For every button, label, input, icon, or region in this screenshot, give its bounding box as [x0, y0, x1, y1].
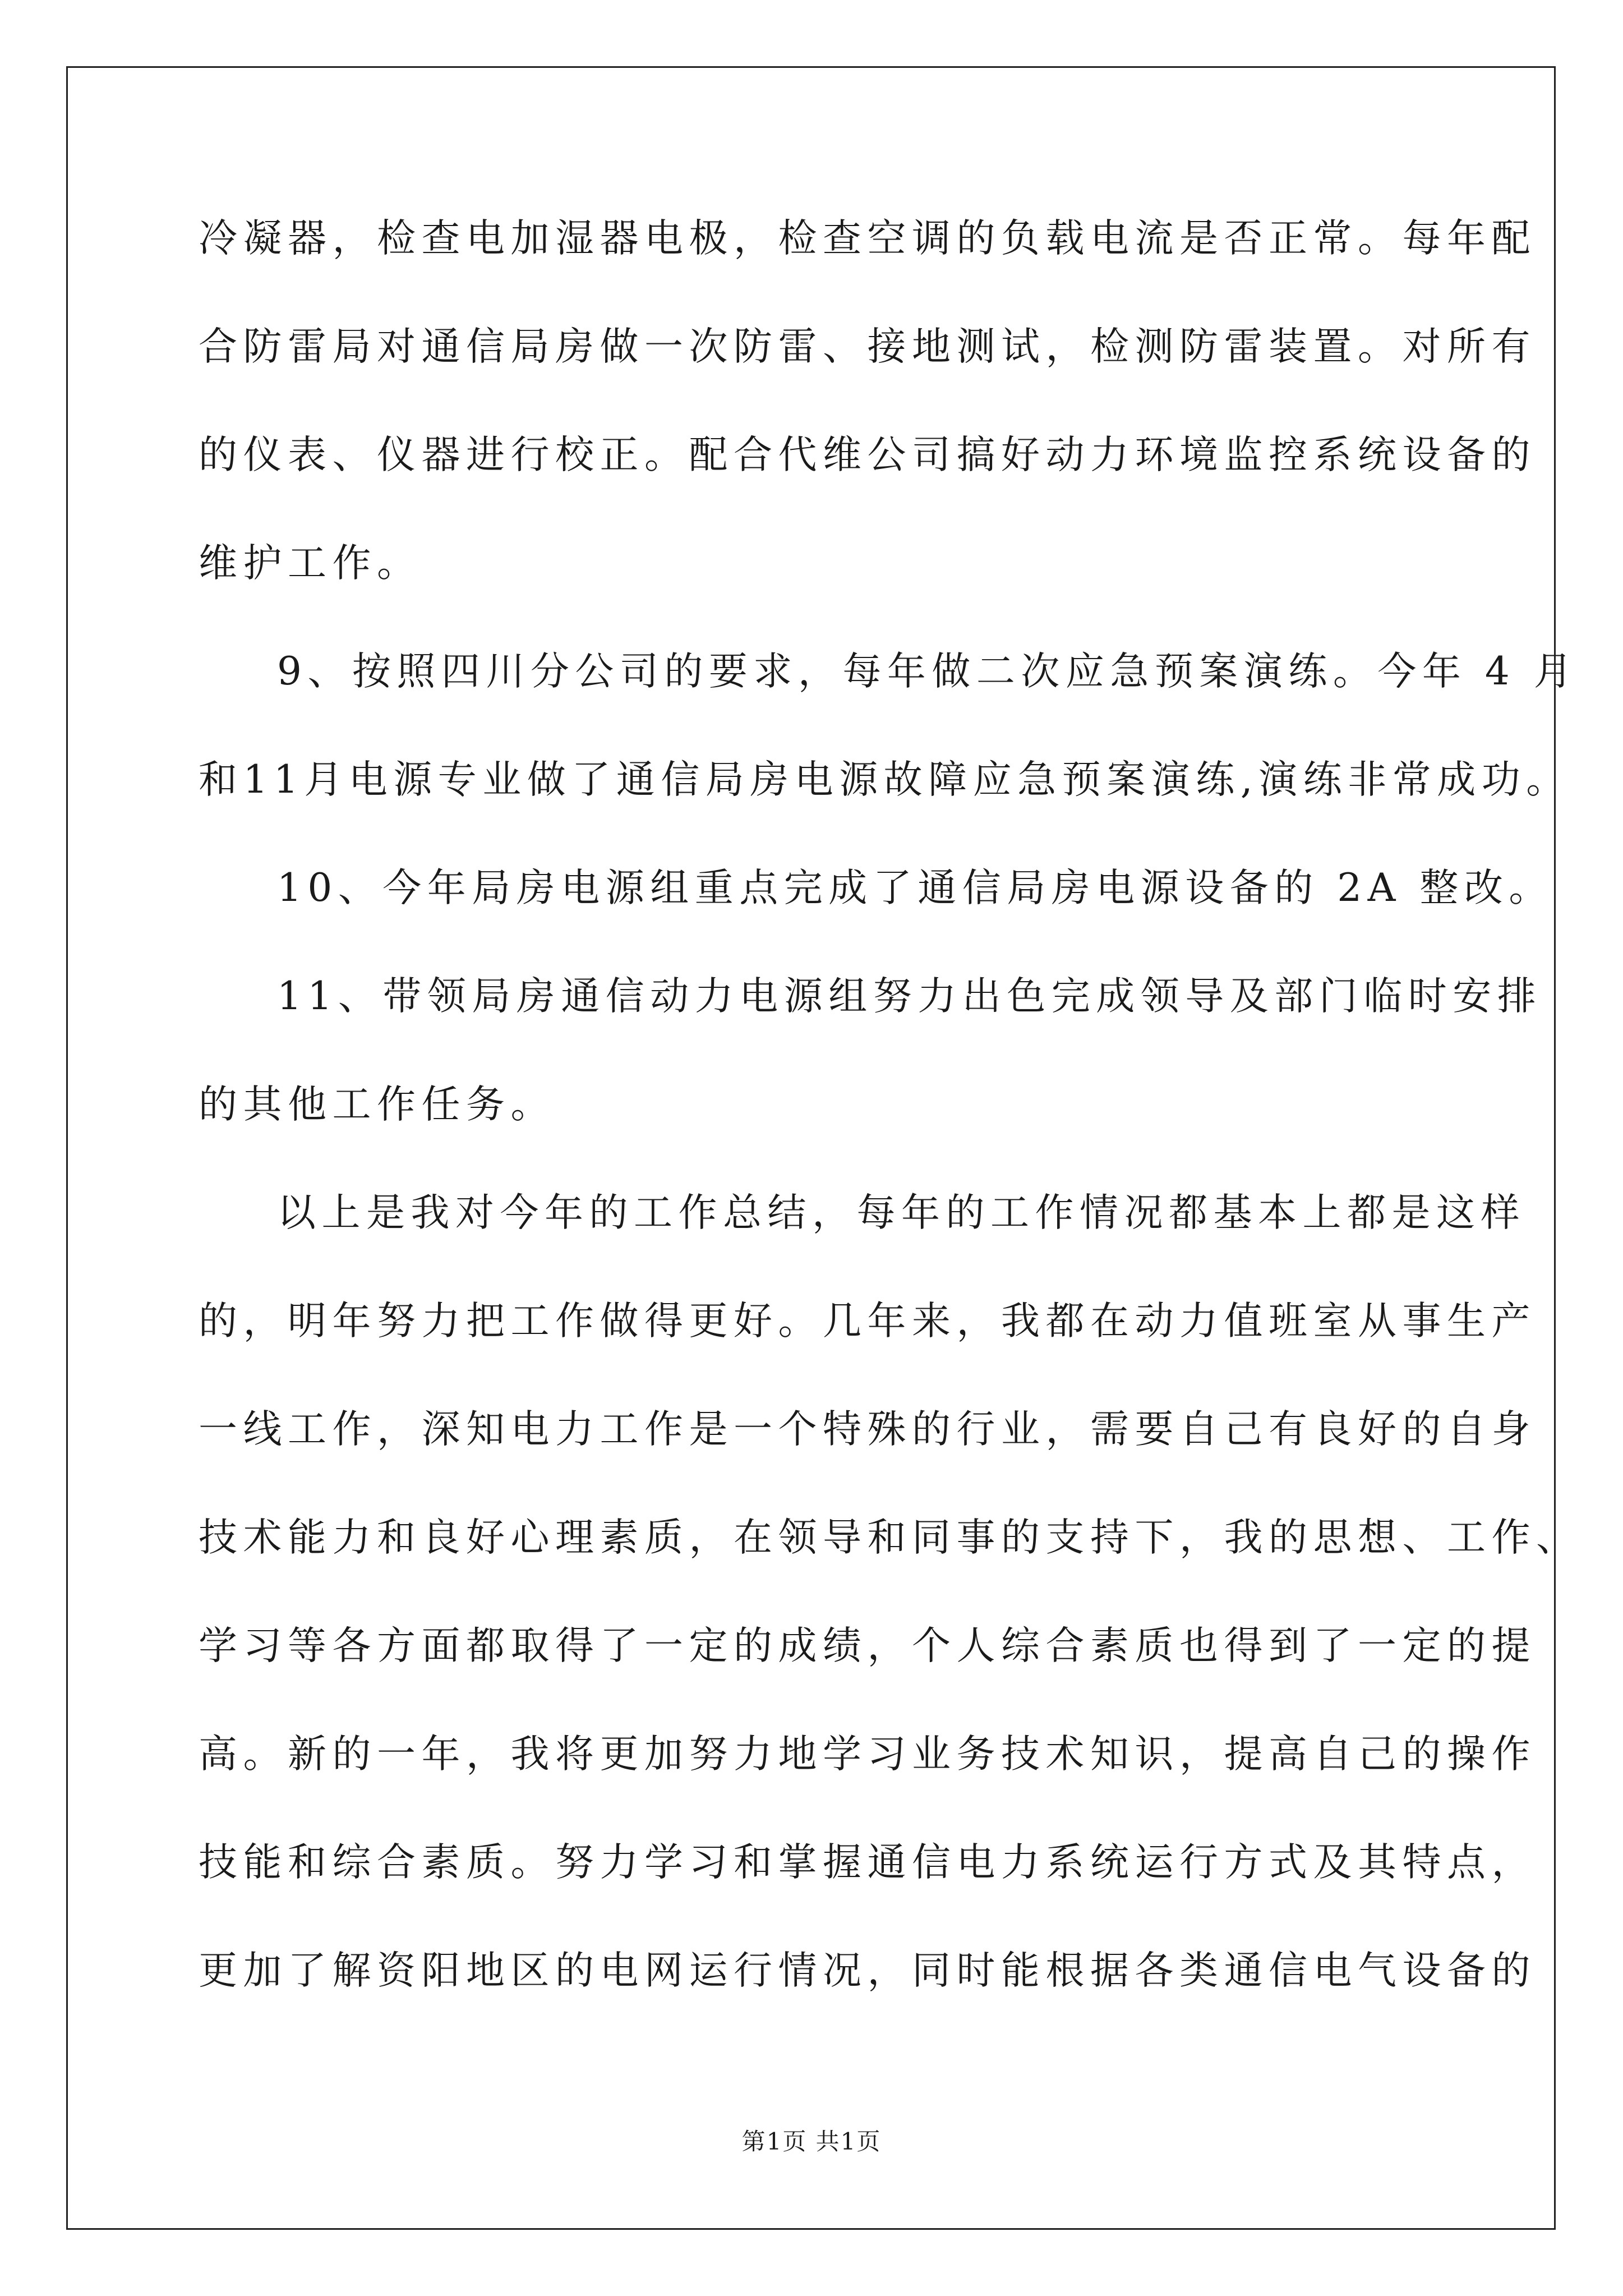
text-line: 维护工作。	[199, 541, 422, 586]
text-line: 11、带领局房通信动力电源组努力出色完成领导及部门临时安排	[277, 974, 1542, 1019]
text-line: 合防雷局对通信局房做一次防雷、接地测试，检测防雷装置。对所有	[199, 324, 1536, 369]
text-line: 一线工作，深知电力工作是一个特殊的行业，需要自己有良好的自身	[199, 1407, 1536, 1452]
text-line: 的其他工作任务。	[199, 1082, 555, 1127]
text-line: 9、按照四川分公司的要求，每年做二次应急预案演练。今年 4 月	[277, 649, 1579, 694]
text-line: 10、今年局房电源组重点完成了通信局房电源设备的 2A 整改。	[277, 866, 1553, 910]
text-line: 技能和综合素质。努力学习和掌握通信电力系统运行方式及其特点，	[199, 1840, 1536, 1885]
text-line: 和11月电源专业做了通信局房电源故障应急预案演练,演练非常成功。	[199, 757, 1571, 802]
text-line: 以上是我对今年的工作总结，每年的工作情况都基本上都是这样	[277, 1190, 1525, 1235]
text-line: 冷凝器，检查电加湿器电极，检查空调的负载电流是否正常。每年配	[199, 216, 1536, 261]
text-line: 技术能力和良好心理素质，在领导和同事的支持下，我的思想、工作、	[199, 1515, 1581, 1560]
text-line: 高。新的一年，我将更加努力地学习业务技术知识，提高自己的操作	[199, 1732, 1536, 1777]
page-number-footer: 第1页 共1页	[741, 2128, 882, 2155]
text-line: 的，明年努力把工作做得更好。几年来，我都在动力值班室从事生产	[199, 1299, 1536, 1343]
text-line: 的仪表、仪器进行校正。配合代维公司搞好动力环境监控系统设备的	[199, 432, 1536, 477]
page-border	[66, 66, 1556, 2230]
text-line: 更加了解资阳地区的电网运行情况，同时能根据各类通信电气设备的	[199, 1948, 1536, 1993]
text-line: 学习等各方面都取得了一定的成绩，个人综合素质也得到了一定的提	[199, 1623, 1536, 1668]
